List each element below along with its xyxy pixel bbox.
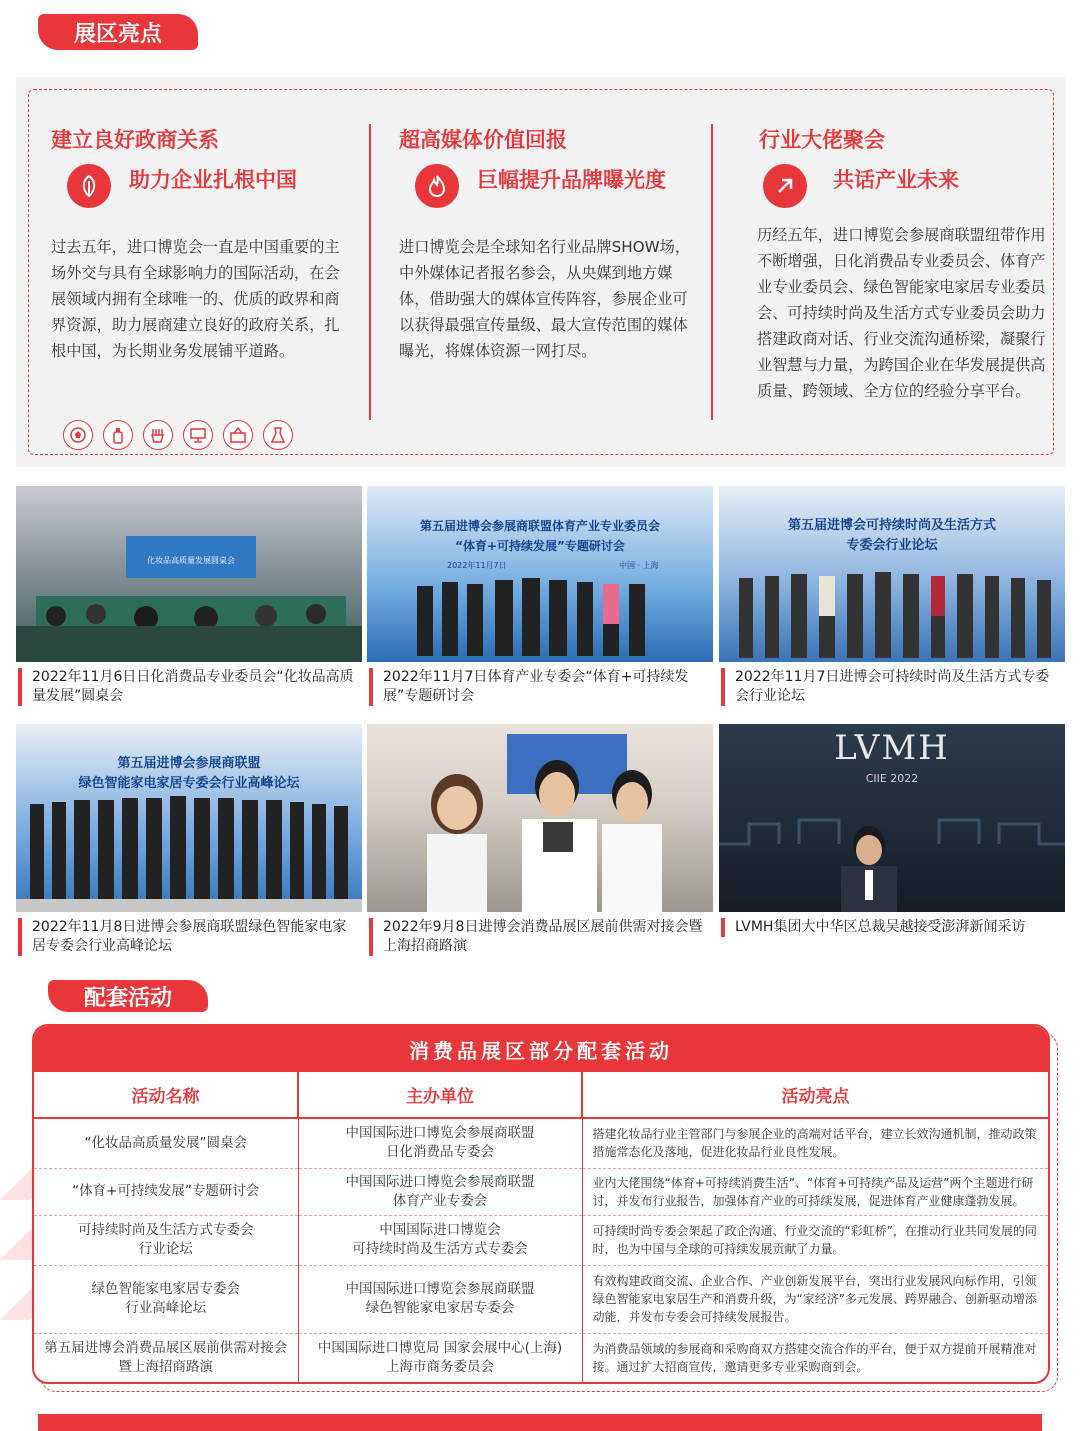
table-row: [34, 1265, 1048, 1333]
leaf-icon: [67, 164, 111, 208]
highlight-text-1: 过去五年，进口博览会一直是中国重要的主场外交与具有全球影响力的国际活动，在会展领域内拥有全球唯一的、优质的政界和商界资源，助力展商建立良好的政府关系，扎根中国，为长期业务发展铺平道路。: [51, 238, 340, 360]
cell-desc: 搭建化妆品行业主管部门与参展企业的高端对话平台，建立长效沟通机制，推动政策措施常态化及落地，促进化妆品行业良性发展。: [582, 1118, 1048, 1168]
table-row: [34, 1333, 1048, 1383]
photo-lvmh-interview: [719, 724, 1065, 912]
photo-caption-5: 2022年9月8日进博会消费品展区展前供需对接会暨上海招商路演: [369, 918, 709, 956]
photo-caption-3: 2022年11月7日进博会可持续时尚及生活方式专委会行业论坛: [721, 668, 1061, 706]
photo-fashion-forum: [719, 486, 1065, 662]
bottle-icon: [103, 420, 133, 450]
lvmh-subtitle: CIIE 2022: [865, 772, 919, 785]
photo-roadshow: [367, 724, 713, 912]
highlight-title-1: 建立良好政商关系: [51, 128, 219, 152]
lvmh-logo: LVMH: [834, 728, 950, 768]
table-row: [34, 1215, 1048, 1265]
highlight-title-3: 行业大佬聚会: [759, 128, 885, 152]
highlight-subtitle-1: 助力企业扎根中国: [129, 168, 297, 192]
cell-desc: 有效构建政商交流、企业合作、产业创新发展平台，突出行业发展风向标作用，引领绿色智能家电家居生产和消费升级，为“家经济”多元发展、跨界融合、创新驱动增添动能，并发布专委会可持续发展报告。: [582, 1265, 1048, 1333]
header-organizer: 主办单位: [298, 1072, 582, 1118]
section-tag-activities: 配套活动: [48, 980, 208, 1012]
arrow-up-right-icon: [763, 164, 807, 208]
highlight-text-2: 进口博览会是全球知名行业品牌SHOW场，中外媒体记者报名参会，从央媒到地方媒体，借助强大的媒体宣传阵容，参展企业可以获得最强宣传量级、最大宣传范围的媒体曝光，将媒体资源一网打尽。: [399, 238, 691, 360]
basket-icon: [223, 420, 253, 450]
header-activity-name: 活动名称: [34, 1072, 298, 1118]
photo-banner-text: 第五届进博会参展商联盟 绿色智能家电家居专委会行业高峰论坛: [78, 756, 300, 791]
photo-caption-6: LVMH集团大中华区总裁吴越接受澎湃新闻采访: [721, 918, 1061, 937]
highlight-subtitle-3: 共话产业未来: [833, 168, 959, 192]
highlight-col-3: [721, 90, 1061, 454]
photo-sports-forum: [367, 486, 713, 662]
dress-icon: [263, 420, 293, 450]
bottom-accent-bar: [38, 1414, 1042, 1431]
cell-desc: 为消费品领域的参展商和采购商双方搭建交流合作的平台，便于双方提前开展精准对接。通过扩大招商宣传，邀请更多专业采购商到会。: [592, 1342, 1037, 1375]
photo-banner-text: 第五届进博会可持续时尚及生活方式 专委会行业论坛: [787, 518, 996, 553]
section-tag-highlights: 展区亮点: [38, 14, 198, 50]
column-divider: [369, 124, 371, 420]
photo-home-appliance-forum: [16, 724, 362, 912]
toothbrush-icon: [143, 420, 173, 450]
monitor-icon: [183, 420, 213, 450]
photo-caption-4: 2022年11月8日进博会参展商联盟绿色智能家电家居专委会行业高峰论坛: [18, 918, 358, 956]
cell-org: 中国国际进口博览局 国家会展中心(上海) 上海市商务委员会: [298, 1333, 582, 1383]
cell-desc: 业内大佬围绕“体育+可持续消费生活”、“体育+可持续产品及运营”两个主题进行研讨，并发布行业报告，加强体育产业的可持续发展，促进体育产业健康蓬勃发展。: [582, 1168, 1048, 1215]
photo-meeting: [16, 486, 362, 662]
photo-place: 中国 · 上海: [619, 561, 659, 570]
table-title: 消费品展区部分配套活动: [34, 1026, 1048, 1072]
cell-name: 可持续时尚及生活方式专委会 行业论坛: [34, 1215, 298, 1265]
table-row: [34, 1168, 1048, 1215]
cell-name: 第五届进博会消费品展区展前供需对接会暨上海招商路演: [34, 1333, 298, 1383]
highlight-col-1: [29, 90, 369, 454]
cell-name: 绿色智能家电家居专委会 行业高峰论坛: [34, 1265, 298, 1333]
activity-table-grid: [34, 1072, 1048, 1383]
highlight-title-2: 超高媒体价值回报: [399, 128, 567, 152]
photo-caption-1: 2022年11月6日日化消费品专业委员会“化妆品高质量发展”圆桌会: [18, 668, 358, 706]
cell-desc: 可持续时尚专委会架起了政企沟通、行业交流的“彩虹桥”，在推动行业共同发展的同时，也为中国与全球的可持续发展贡献了力量。: [582, 1215, 1048, 1265]
cell-name: “体育+可持续发展”专题研讨会: [34, 1168, 298, 1215]
cell-org: 中国国际进口博览会 可持续时尚及生活方式专委会: [298, 1215, 582, 1265]
photo-banner-text: 化妆品高质量发展圆桌会: [147, 556, 235, 565]
highlights-inner: [28, 89, 1054, 455]
highlight-subtitle-2: 巨幅提升品牌曝光度: [477, 168, 666, 192]
column-divider: [711, 124, 713, 420]
highlight-text-3: 历经五年，进口博览会参展商联盟纽带作用不断增强，日化消费品专业委员会、体育产业专业委员会、绿色智能家电家居专业委员会、可持续时尚及生活方式专业委员会助力搭建政商对话、行业交流沟通桥梁，凝聚行业智慧与力量，为跨国企业在华发展提供高质量、跨领域、全方位的经验分享平台。: [757, 226, 1046, 400]
football-icon: [63, 420, 93, 450]
photo-banner-text: 第五届进博会参展商联盟体育产业专业委员会 “体育+可持续发展”专题研讨会: [419, 519, 660, 553]
highlights-panel: [16, 77, 1066, 467]
header-highlights: 活动亮点: [582, 1072, 1048, 1118]
highlight-col-2: [379, 90, 709, 454]
photo-date: 2022年11月7日: [447, 561, 507, 570]
cell-org: 中国国际进口博览会参展商联盟 日化消费品专委会: [298, 1118, 582, 1168]
flame-icon: [415, 164, 459, 208]
cell-org: 中国国际进口博览会参展商联盟 绿色智能家电家居专委会: [298, 1265, 582, 1333]
cell-org: 中国国际进口博览会参展商联盟 体育产业专委会: [298, 1168, 582, 1215]
cell-name: “化妆品高质量发展”圆桌会: [34, 1118, 298, 1168]
table-row: [34, 1118, 1048, 1168]
photo-caption-2: 2022年11月7日体育产业专委会“体育+可持续发展”专题研讨会: [369, 668, 709, 706]
activity-table: [32, 1024, 1050, 1384]
category-icons: [63, 420, 293, 450]
